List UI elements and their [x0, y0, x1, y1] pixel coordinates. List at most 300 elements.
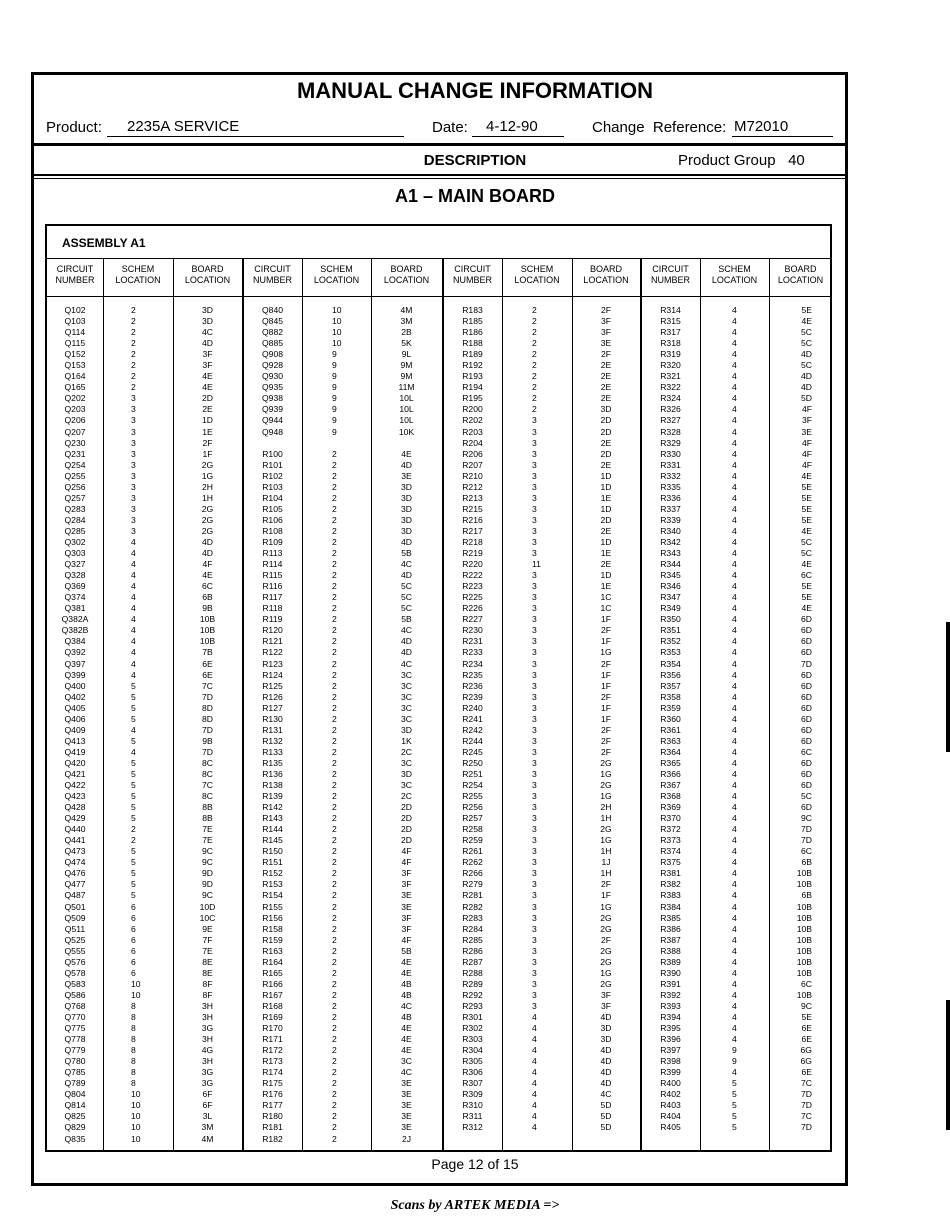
table-cell: R369 — [660, 802, 681, 813]
table-cell: R227 — [462, 614, 483, 625]
table-cell: R329 — [660, 437, 681, 448]
table-cell: 2E — [600, 437, 612, 448]
table-cell: R353 — [660, 647, 681, 658]
table-cell: 3 — [131, 393, 136, 404]
table-cell: 4 — [732, 592, 737, 603]
table-cell: 6G — [800, 1056, 812, 1067]
table-cell: 5 — [131, 791, 136, 802]
table-cell: R386 — [660, 923, 681, 934]
table-cell: 4 — [732, 448, 737, 459]
circuit-number-column — [443, 305, 502, 1134]
table-cell: Q206 — [64, 415, 86, 426]
table-cell: 5K — [401, 338, 412, 349]
table-cell: 3C — [401, 757, 412, 768]
table-cell: Q829 — [64, 1122, 86, 1133]
header-circuit-number: CIRCUIT NUMBER — [55, 264, 95, 285]
table-cell: R306 — [462, 1067, 483, 1078]
table-cell: R122 — [262, 647, 283, 658]
table-cell: R314 — [660, 305, 681, 315]
table-cell: R352 — [660, 636, 681, 647]
table-cell: 3F — [801, 415, 812, 426]
table-cell: 4 — [131, 625, 136, 636]
table-cell: Q935 — [261, 382, 284, 393]
table-cell: 9 — [332, 415, 337, 426]
table-cell: 2G — [201, 525, 214, 536]
table-cell: 3E — [401, 1111, 412, 1122]
table-cell: 3 — [131, 437, 136, 448]
table-cell: 2 — [332, 945, 337, 956]
table-cell: R256 — [462, 802, 483, 813]
table-cell: R327 — [660, 415, 681, 426]
board-location-column — [173, 305, 242, 1145]
table-cell: R361 — [660, 724, 681, 735]
table-cell: 2 — [332, 592, 337, 603]
table-cell: R281 — [462, 890, 483, 901]
table-cell: R328 — [660, 426, 681, 437]
table-cell: Q948 — [261, 426, 284, 437]
table-cell: 2 — [332, 868, 337, 879]
table-cell: R266 — [462, 868, 483, 879]
table-cell: R203 — [462, 426, 483, 437]
table-cell: 7D — [801, 824, 812, 835]
table-cell: 5 — [131, 735, 136, 746]
table-cell: R245 — [462, 746, 483, 757]
table-cell: 4 — [732, 603, 737, 614]
table-cell: Q207 — [64, 426, 86, 437]
table-cell: 10B — [796, 989, 812, 1000]
table-cell: 4F — [401, 857, 412, 868]
table-cell: 10B — [796, 934, 812, 945]
table-cell: R182 — [262, 1133, 283, 1144]
table-cell: 4 — [732, 1000, 737, 1011]
table-cell: Q165 — [64, 382, 86, 393]
table-cell: 4 — [732, 481, 737, 492]
table-cell: R181 — [262, 1122, 283, 1133]
table-cell: 1G — [600, 835, 612, 846]
table-cell: 9 — [332, 360, 337, 371]
table-cell: 2 — [332, 636, 337, 647]
table-cell: 2F — [600, 691, 612, 702]
table-cell: 4 — [732, 316, 737, 327]
table-cell: 9C — [801, 813, 812, 824]
table-cell: R347 — [660, 592, 681, 603]
table-cell: Q103 — [64, 316, 86, 327]
header-circuit-number: CIRCUIT NUMBER — [650, 264, 690, 285]
table-cell: R398 — [660, 1056, 681, 1067]
table-cell: 3 — [532, 1000, 537, 1011]
table-cell: Q441 — [64, 835, 86, 846]
table-cell: R132 — [262, 735, 283, 746]
table-cell: 3C — [401, 780, 412, 791]
table-cell: R233 — [462, 647, 483, 658]
table-cell: R312 — [462, 1122, 483, 1133]
table-cell: 4 — [732, 492, 737, 503]
table-cell: 2D — [202, 393, 213, 404]
table-cell: R105 — [262, 503, 283, 514]
table-cell: 4F — [801, 459, 812, 470]
table-cell: 4C — [202, 327, 213, 338]
table-cell: R166 — [262, 978, 283, 989]
table-cell: Q381 — [64, 603, 86, 614]
table-cell: 6D — [801, 713, 812, 724]
table-cell: 5 — [131, 802, 136, 813]
table-cell: R287 — [462, 956, 483, 967]
table-cell: R393 — [660, 1000, 681, 1011]
table-cell: 10 — [332, 327, 342, 338]
table-cell: R354 — [660, 658, 681, 669]
table-cell: 1F — [600, 680, 612, 691]
description-rule-bottom — [34, 178, 845, 179]
table-cell: R304 — [462, 1045, 483, 1056]
table-cell: Q440 — [64, 824, 86, 835]
table-cell: 6D — [801, 757, 812, 768]
table-cell: 4 — [732, 1067, 737, 1078]
table-cell: R368 — [660, 791, 681, 802]
table-cell: R156 — [262, 912, 283, 923]
table-cell: R213 — [462, 492, 483, 503]
table-cell: 3D — [401, 503, 412, 514]
table-cell: R351 — [660, 625, 681, 636]
table-cell: 10L — [399, 415, 414, 426]
table-cell: 4 — [732, 901, 737, 912]
table-rule-top — [47, 258, 830, 259]
table-cell: 3E — [401, 901, 412, 912]
table-cell: 2 — [332, 669, 337, 680]
table-cell: 4 — [732, 934, 737, 945]
table-cell: 3E — [401, 1089, 412, 1100]
table-cell: R375 — [660, 857, 681, 868]
table-cell: R163 — [262, 945, 283, 956]
table-cell: 7C — [202, 680, 213, 691]
table-cell: R127 — [262, 702, 283, 713]
table-cell: 4 — [532, 1045, 537, 1056]
table-cell: Q302 — [64, 536, 86, 547]
table-cell: 1G — [201, 470, 214, 481]
table-cell: Q804 — [64, 1089, 86, 1100]
table-cell: 5E — [801, 305, 812, 315]
table-cell: 3 — [532, 581, 537, 592]
table-cell: R168 — [262, 1000, 283, 1011]
table-cell: R326 — [660, 404, 681, 415]
table-cell: R317 — [660, 327, 681, 338]
table-cell: 3 — [532, 802, 537, 813]
table-cell: Q789 — [64, 1078, 86, 1089]
table-cell: R104 — [262, 492, 283, 503]
table-cell: 9 — [732, 1056, 737, 1067]
table-cell: Q254 — [64, 459, 86, 470]
table-cell: 8D — [202, 713, 213, 724]
table-cell: 3 — [131, 503, 136, 514]
table-cell: R259 — [462, 835, 483, 846]
product-group-label: Product Group — [678, 152, 776, 169]
table-cell: 2 — [532, 382, 537, 393]
table-cell: Q429 — [64, 813, 86, 824]
table-cell: 10B — [796, 912, 812, 923]
table-cell: 3 — [532, 713, 537, 724]
table-cell: 8C — [202, 768, 213, 779]
table-cell: R120 — [262, 625, 283, 636]
table-cell: 6C — [801, 746, 812, 757]
header-board-location: BOARD LOCATION — [184, 264, 231, 285]
table-cell: R305 — [462, 1056, 483, 1067]
table-cell: Q397 — [64, 658, 86, 669]
table-cell: Q409 — [64, 724, 86, 735]
table-cell: 3 — [532, 514, 537, 525]
table-cell: 3 — [532, 592, 537, 603]
table-cell: Q928 — [261, 360, 284, 371]
table-cell: 1H — [600, 846, 612, 857]
table-cell: 4 — [732, 802, 737, 813]
table-cell: 5C — [801, 338, 812, 349]
table-cell: 6 — [131, 945, 136, 956]
table-cell: 4 — [732, 614, 737, 625]
table-cell: R261 — [462, 846, 483, 857]
table-cell: 3 — [532, 813, 537, 824]
table-cell: R358 — [660, 691, 681, 702]
table-cell: R158 — [262, 923, 283, 934]
table-cell: R236 — [462, 680, 483, 691]
table-cell: 10B — [199, 636, 216, 647]
table-cell: 2 — [332, 691, 337, 702]
table-cell: 4 — [532, 1034, 537, 1045]
table-cell: 2 — [532, 316, 537, 327]
table-cell: 4 — [131, 658, 136, 669]
table-cell: 7D — [801, 658, 812, 669]
table-cell: R180 — [262, 1111, 283, 1122]
table-cell: 2 — [332, 967, 337, 978]
table-cell: R217 — [462, 525, 483, 536]
table-cell: 4 — [732, 724, 737, 735]
table-cell: R374 — [660, 846, 681, 857]
table-cell: R286 — [462, 945, 483, 956]
table-cell: R151 — [262, 857, 283, 868]
table-cell: 3 — [532, 978, 537, 989]
table-cell: 7D — [202, 746, 213, 757]
table-cell: 4 — [532, 1100, 537, 1111]
table-cell: 5D — [600, 1100, 612, 1111]
table-cell: R167 — [262, 989, 283, 1000]
table-cell: Q477 — [64, 879, 86, 890]
table-cell: 2G — [600, 912, 612, 923]
table-cell: R363 — [660, 735, 681, 746]
table-cell: R372 — [660, 824, 681, 835]
table-cell: 8 — [131, 1034, 136, 1045]
table-cell: Q202 — [64, 393, 86, 404]
table-cell: 2 — [332, 879, 337, 890]
table-cell: 5C — [401, 581, 412, 592]
table-cell: R336 — [660, 492, 681, 503]
table-cell: R255 — [462, 791, 483, 802]
table-cell: 2 — [332, 923, 337, 934]
table-cell: 1F — [600, 890, 612, 901]
table-cell: Q938 — [261, 393, 284, 404]
table-cell: R394 — [660, 1012, 681, 1022]
table-cell: 3 — [532, 437, 537, 448]
table-cell: 4E — [801, 525, 812, 536]
table-cell: R113 — [262, 548, 283, 559]
table-cell: Q285 — [64, 525, 86, 536]
table-cell: Q576 — [64, 956, 86, 967]
circuit-number-column — [47, 305, 103, 1145]
table-cell: 10B — [199, 614, 216, 625]
table-cell: 4 — [131, 603, 136, 614]
table-cell: 2 — [532, 338, 537, 349]
product-group-value: 40 — [788, 152, 805, 169]
table-cell: 5 — [131, 857, 136, 868]
table-cell: 6D — [801, 735, 812, 746]
table-cell: 2 — [131, 327, 136, 338]
table-cell: 5 — [131, 846, 136, 857]
table-cell: 4 — [732, 360, 737, 371]
table-cell: 9B — [202, 735, 213, 746]
table-cell: 3M — [201, 1122, 214, 1133]
table-cell: R350 — [660, 614, 681, 625]
table-cell: 4 — [732, 426, 737, 437]
table-cell: R126 — [262, 691, 283, 702]
table-cell: 2E — [600, 360, 612, 371]
table-cell: 3 — [532, 525, 537, 536]
table-cell: 2 — [332, 901, 337, 912]
date-value: 4-12-90 — [472, 118, 564, 137]
table-cell: 1H — [600, 813, 612, 824]
table-cell: Q778 — [64, 1034, 86, 1045]
table-cell: 10B — [796, 879, 812, 890]
table-cell: 6 — [131, 923, 136, 934]
header-rule — [34, 143, 845, 146]
table-cell: 3G — [201, 1023, 214, 1034]
table-cell: 4 — [732, 956, 737, 967]
table-cell: 1E — [600, 581, 612, 592]
table-cell: 1D — [600, 570, 612, 581]
table-cell: 4E — [202, 382, 213, 393]
table-cell: 2 — [332, 1023, 337, 1034]
table-cell: R344 — [660, 559, 681, 570]
table-cell: 11 — [532, 559, 541, 570]
table-cell: Q405 — [64, 702, 86, 713]
table-cell: 10L — [399, 393, 414, 404]
table-cell: 2 — [332, 780, 337, 791]
table-cell: 3C — [401, 669, 412, 680]
table-cell: Q284 — [64, 514, 86, 525]
table-cell: 4 — [131, 581, 136, 592]
table-cell: 2 — [332, 503, 337, 514]
table-cell: R143 — [262, 813, 283, 824]
table-cell: 4 — [732, 868, 737, 879]
header-board-location: BOARD LOCATION — [383, 264, 430, 285]
table-cell: R144 — [262, 824, 283, 835]
table-cell: Q420 — [64, 757, 86, 768]
table-cell: 2 — [332, 1034, 337, 1045]
table-cell: 2 — [131, 305, 136, 315]
table-cell: 4 — [732, 746, 737, 757]
table-cell: 8 — [131, 1045, 136, 1056]
table-cell: R311 — [462, 1111, 483, 1122]
table-cell: R183 — [462, 305, 483, 315]
table-cell: 4 — [732, 393, 737, 404]
table-cell: 4D — [202, 536, 213, 547]
table-cell: R216 — [462, 514, 483, 525]
table-cell: 5C — [401, 603, 412, 614]
table-cell: Q382A — [61, 614, 89, 625]
table-cell: R142 — [262, 802, 283, 813]
table-cell: 7D — [801, 835, 812, 846]
table-cell: 2 — [332, 835, 337, 846]
table-cell: 2D — [600, 514, 612, 525]
table-cell: 2 — [332, 768, 337, 779]
table-cell: R359 — [660, 702, 681, 713]
description-rule-top — [34, 174, 845, 176]
table-cell: 2H — [202, 481, 213, 492]
table-cell: Q164 — [64, 371, 86, 382]
table-cell: 3D — [600, 1023, 612, 1034]
table-cell: 2 — [532, 349, 537, 360]
table-cell: 6D — [801, 636, 812, 647]
table-cell: R202 — [462, 415, 483, 426]
table-cell: 9L — [401, 349, 412, 360]
table-cell: 3D — [401, 525, 412, 536]
table-cell: R114 — [262, 559, 283, 570]
table-cell: R175 — [262, 1078, 283, 1089]
table-cell: 1K — [401, 735, 412, 746]
table-cell: Q384 — [64, 636, 86, 647]
table-cell: 4D — [600, 1067, 612, 1078]
table-cell: 2B — [401, 327, 412, 338]
table-cell: 2 — [131, 360, 136, 371]
header-schem-location: SCHEM LOCATION — [711, 264, 758, 285]
table-cell: R257 — [462, 813, 483, 824]
table-cell: Q382B — [61, 625, 89, 636]
table-cell: Q525 — [64, 934, 86, 945]
table-cell: R366 — [660, 768, 681, 779]
table-cell: 2F — [600, 305, 612, 315]
table-cell: 4 — [131, 746, 136, 757]
table-cell: 9M — [400, 360, 413, 371]
table-cell: R400 — [660, 1078, 681, 1089]
table-cell: 4E — [801, 559, 812, 570]
table-cell: 3 — [532, 658, 537, 669]
table-cell: Q327 — [64, 559, 86, 570]
table-cell: 2F — [600, 724, 612, 735]
table-cell: 3G — [201, 1078, 214, 1089]
table-cell: 8 — [131, 1056, 136, 1067]
date-label: Date: — [432, 119, 468, 136]
table-cell: 2J — [401, 1133, 412, 1144]
table-cell: 3 — [532, 636, 537, 647]
table-cell: R195 — [462, 393, 483, 404]
table-cell: 4 — [532, 1122, 537, 1133]
table-cell: 5C — [801, 536, 812, 547]
table-cell: 10 — [131, 1111, 141, 1122]
table-cell: 8 — [131, 1078, 136, 1089]
table-cell: 1G — [600, 768, 612, 779]
table-cell: 5 — [732, 1111, 737, 1122]
table-cell: 4 — [732, 1034, 737, 1045]
table-cell: Q203 — [64, 404, 86, 415]
table-cell: 5B — [401, 548, 412, 559]
table-cell: 4 — [732, 923, 737, 934]
table-cell: 4E — [401, 956, 412, 967]
table-cell: 2 — [332, 603, 337, 614]
table-cell: 4D — [202, 338, 213, 349]
table-cell: 4 — [732, 1012, 737, 1022]
table-cell: 4 — [732, 912, 737, 923]
header-circuit-number: CIRCUIT NUMBER — [252, 264, 292, 285]
table-cell: Q303 — [64, 548, 86, 559]
table-cell: 3 — [532, 768, 537, 779]
product-value: 2235A SERVICE — [107, 118, 404, 137]
table-cell: R342 — [660, 536, 681, 547]
table-cell: 3E — [401, 890, 412, 901]
